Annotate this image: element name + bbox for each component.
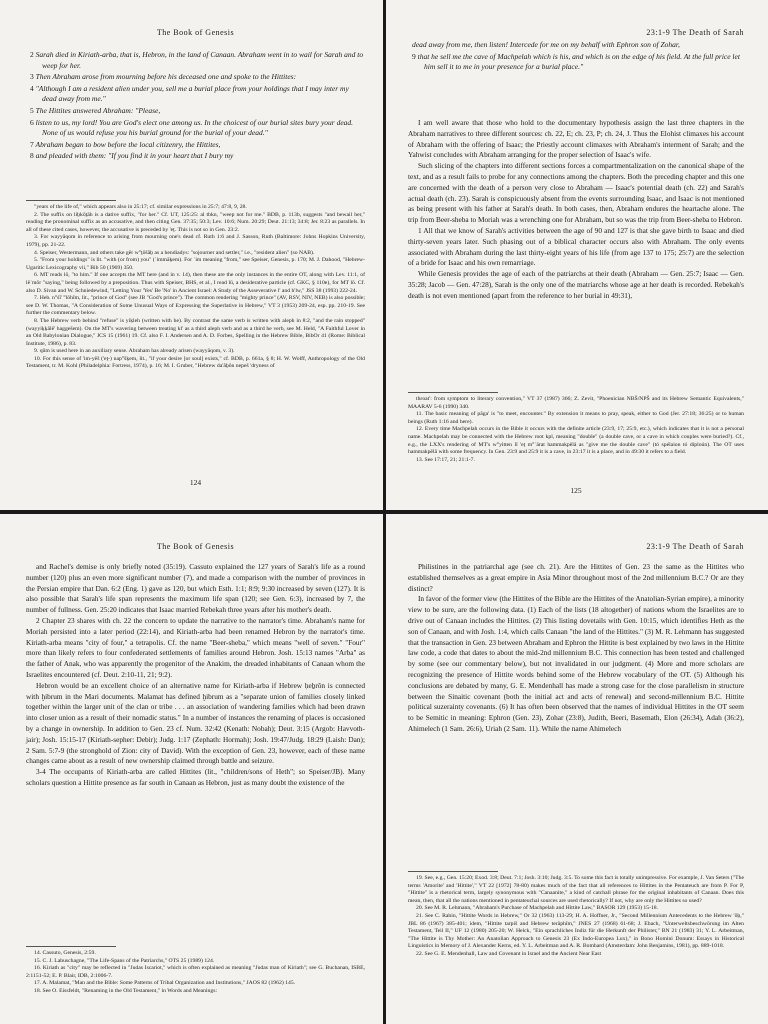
footnote: 12. Every time Machpelah occurs in the Bible it occurs with the definite article (23:9, 17; 25:9, etc.), which indicates that it is not a personal name. Machpelah may be connected with the Hebrew root kpl, meaning "double" (a double cave, or a cave in which couples were buried?). Cf., e.g., the LXX's rendering of MT's w°yitten lî 'eṯ m°ʿārat hammakpēlâ as "give me the double cave" (tó spélaion tó diploún). The OT uses hammakpēlâ with some frequency. In Gen. 23:9 and 25:9 it is a cave, in 23:17 it is a place, and in 49:30 it refers to a field. [408, 426, 744, 456]
verse-number: 9 [412, 51, 416, 61]
verse-text: listen to us, my lord! You are God's elect one among us. In the choicest of our burial sites bury your dead. None of us would refuse you his burial ground for the burial of your dead." [35, 117, 354, 138]
footnote: 7. Heb. n°śî' °lōhîm, lit., "prince of God" (see JB "God's prince"). The common rendering "mighty prince" (AV, RSV, NIV, NEB) is also possible; see D. W. Thomas, "A Consideration of Some Unusual Ways of Expressing the Superlative in Hebrew," VT 3 (1953) 209-24, esp. pp. 210-19. See further the commentary below. [26, 295, 365, 317]
footnotes [408, 396, 744, 464]
page-number: 125 [570, 486, 582, 495]
paragraph: I am well aware that those who hold to the documentary hypothesis assign the last three chapters in the Abraham narratives to three different sources: ch. 22, E; ch. 23, P; ch. 24, J. Thus the Elohist climaxes his account of Abraham with the offering of Isaac; the Priestly account climaxes with Abraham's interment of Sarah; and the Yahwist concludes with Abraham arranging for the proper selection of Isaac's wife. [408, 118, 744, 160]
paragraph: Such slicing of the chapters into different sections forces a compartmentalization on the canonical shape of the text, and as a result fails to probe for any connections among the chapters. Both the preceding chapter and this one are concerned with the death of a person very close to Abraham — Isaac's potential death (ch. 22) and Sarah's actual death (ch. 23). Sarah is conspicuously absent from the events surrounding Isaac, and Isaac is not mentioned as being present with his father at Sarah's death. In both cases, then, Abraham endures the heartache alone. The trip from Beer-sheba to Moriah was a wrenching one for Abraham, but so was the trip from Beer-sheba to Hebron. [408, 161, 744, 225]
verse-text: Sarah died in Kiriath-arba, that is, Hebron, in the land of Canaan. Abraham went in to wail for Sarah and to weep for her. [35, 50, 364, 70]
page-number: 124 [189, 478, 202, 487]
footnotes [26, 950, 365, 996]
verse-text: that he sell me the cave of Machpelah which is his, and which is on the edge of his field. At the full price let him sell it to me in your presence for a burial place." [417, 51, 740, 72]
paragraph: Philistines in the patriarchal age (see ch. 21). Are the Hittites of Gen. 23 the same as the Hittites who established themselves as a great empire in Asia Minor throughout most of the 2nd millennium B.C.? Or are they distinct? [408, 562, 744, 593]
verse [26, 140, 365, 151]
footnote: 18. See O. Eissfeldt, "Renaming in the Old Testament," in Words and Meanings: [34, 987, 218, 994]
verse [408, 40, 744, 51]
footnote: "years of the life of," which appears also in 25:17; cf. similar expressions in 25:7; 47:8, 9, 28. [34, 204, 247, 210]
footnote: 20. See M. R. Lehmann, "Abraham's Purchase of Machpelah and Hittite Law," BASOR 129 (1953) 15-18. [416, 905, 659, 912]
paragraph: While Genesis provides the age of each of the patriarchs at their death (Abraham — Gen. 25:7; Isaac — Gen. 35:28; Jacob — Gen. 47:28), Sarah is the only one of the matriarchs whose age at her death is recorded. Rebekah's death is not even mentioned (apart from the reference to her burial in 49:31), [408, 269, 744, 300]
verse [26, 84, 365, 105]
footnote: 22. See G. E. Mendenhall, Law and Covenant in Israel and the Ancient Near East [416, 950, 602, 957]
verse-number: 7 [30, 139, 34, 149]
commentary-text [26, 562, 365, 789]
footnote: 19. See, e.g., Gen. 15:20; Exod. 3:8; Deut. 7:1; Josh. 3:10; Judg. 3:5. To some this fact is totally unimpressive. For example, J. Van Seters ("The terms 'Amorite' and 'Hittite'," VT 22 [1972] 78-80) makes much of the fact that all references to Hittites in the Pentateuch are from P. For P, "Hittite" is a rhetorical term, largely synonymous with "Canaanite," a kind of catchall phrase for the original inhabitants of Canaan. Does this mean, then, that all the nations mentioned in pentateuchal sources are used rhetorically? If not, why are only the Hittites so used? [408, 875, 744, 904]
paragraph: and Rachel's demise is only briefly noted (35:19). Cassuto explained the 127 years of Sarah's life as a round number (120) plus an even more significant number (7), and made a comparison with the number of provinces in the Persian empire that Dan. 6:2 (Eng. 1) gave as 120, but which Esth. 1:1; 8:9; 9:30 increased by seven (127). It is also possible that Sarah's life span represents the maximum life span (120; see Gen. 6:3), increased by 7, the number of fullness. Gen. 25:20 indicates that Isaac married Rebekah three years after his mother's death. [26, 562, 365, 615]
footnote: 5. "From your holdings" is lit. "with (or from) you" (ʿimmāḵem). For ʿim meaning "from," see Speiser, Genesis, p. 170; M. J. Dahood, "Hebrew-Ugaritic Lexicography vii," Bib 50 (1969) 350. [26, 257, 365, 271]
verse-number: 2 [30, 50, 34, 59]
paragraph: 3-4 The occupants of Kiriath-arba are called Hittites (lit., "children/sons of Heth"; so Speiser/JB). Many scholars question a Hittite presence as far south in Canaan as Hebron, just as many doubt the existence of the [26, 767, 365, 787]
commentary-text [408, 562, 744, 735]
verse-number: 4 [30, 83, 34, 93]
footnote: 16. Kiriath as "city" may be reflected in "Judas Iscariot," which is often explained as meaning "Judas man of Kiriath"; see G. Buchanan, ISBE, 2:1151-52; E. P. Blair, IDB, 2:1006-7. [26, 965, 365, 979]
footnote: 17. A. Malamat, "Man and the Bible: Some Patterns of Tribal Organization and Institutions," JAOS 82 (1962) 145. [34, 980, 296, 987]
footnote: 15. C. J. Labuschagne, "The Life-Spans of the Patriarchs," OTS 25 (1989) 124. [34, 957, 215, 964]
page-125 [386, 0, 768, 510]
verse-number: 5 [30, 105, 34, 115]
verse [408, 52, 744, 73]
running-header: 23:1-9 The Death of Sarah [646, 542, 744, 551]
verse [26, 50, 365, 71]
footnote: 8. The Hebrew verb behind "refuse" is yiḵleh (written with he). By contrast the same verb is written with aleph in 8:2, "and the rain stopped" (wayyiḵḵālē' haggešem). On the MT's wavering between treating kl' as a third aleph verb and as a third he verb, see M. Held, "A Faithful Lover in an Old Babylonian Dialogue," JCS 15 (1961) 19. Cf. also F. I. Andersen and A. D. Forbes, Spelling in the Hebrew Bible, BibOr 41 (Rome: Biblical Institute, 1986), p. 83. [26, 317, 365, 347]
footnote: throat': from symptom to literary convention," VT 37 (1987) 366; Z. Zevit, "Phoenician NBŠ/NPŠ and its Hebrew Semantic Equivalents," MAARAV 5-6 (1990) 340. [408, 396, 744, 410]
page-127 [386, 514, 768, 1024]
page-126 [0, 514, 383, 1024]
paragraph: 1 All that we know of Sarah's activities between the age of 90 and 127 is that she gave birth to Isaac and died thirty-seven years later. Such phasing out of a biblical character occurs also with Abraham. The only events associated with Abraham during the last thirty-eight years of his life (from age 137 to 175; 25:7) are the selection of a bride for Isaac and his own remarriage. [408, 225, 744, 268]
verse [26, 106, 365, 117]
footnotes [26, 204, 365, 371]
verse-text: dead away from me, then listen! Intercede for me on my behalf with Ephron son of Zohar, [412, 40, 680, 49]
scripture-verses [26, 50, 365, 163]
verse-text: and pleaded with them: "If you find it in your heart that I bury my [35, 151, 234, 161]
verse [26, 72, 365, 83]
paragraph: Hebron would be an excellent choice of an alternative name for Kiriath-arba if Hebrew ḥeḇrôn is connected with ḫibrum in the Mari documents. Malamat has defined ḫibrum as a "separate union of families closely linked together within the larger unit of the clan or tribe . . . an association of wandering families which had been drawn into closer union as a result of their nomadic status." In a number of instances the renaming of places is occasioned by a change in ownership. In addition to Gen. 23 cf. Num. 32:42 (Kenath: Nobah); Deut. 3:15 (Argob: Havvoth-jair); Josh. 15:15-17 (Kiriath-sepher: Debir); Judg. 1:17 (Zephath: Hormah); Josh. 19:47/Judg. 18:29 (Laish: Dan); 2 Sam. 5:7-9 (the stronghold of Zion: city of David). With the exception of Gen. 23, however, each of these name changes came about as a result of new ownership claimed through battle and seizure. [26, 680, 365, 766]
verse-text: "Although I am a resident alien under you, sell me a burial place from your holdings that I may inter my dead away from me." [35, 83, 349, 104]
paragraph: In favor of the former view (the Hittites of the Bible are the Hittites of the Anatolian-Syrian empire), a minority view to be sure, are the following data. (1) Each of the lists (18 altogether) of nations whom the Israelites are to drive out of Canaan includes the Hittites. (2) This listing dovetails with Gen. 10:15, which identifies Heth as the son of Canaan, and with Josh. 1:4, which calls Canaan "the land of the Hittites." (3) M. R. Lehmann has suggested that the transaction in Gen. 23 between Abraham and Ephron the Hittite is best explained by two laws in the Hittite law code, a code that dates to about the mid-2nd millennium B.C. This connection has been tested and challenged by some (see our commentary below), but not invalidated in our judgment. (4) More and more scholars are recognizing the presence of Hittite words behind some of the Hebrew vocabulary of the OT. (5) Although his conclusions are debated by many, G. E. Mendenhall has made a strong case for the close parallelism in structure between the Sinaitic covenant (both the initial act and acts of renewal) and second-millennium B.C. Hittite political suzerainty covenants. (6) It has often been observed that the names of individual Hittites in the OT seem to be Semitic in meaning: Ephron (Gen. 23), Zohar (23:8), Judith, Beeri, Basemath, Elon (26:34), Adah (36:2), Ahimelech (1 Sam. 26:6), Uriah (2 Sam. 11). While the name Ahimelech [408, 594, 744, 733]
running-header: The Book of Genesis [156, 28, 235, 37]
running-header: The Book of Genesis [156, 542, 235, 551]
verse-text: Then Abraham arose from mourning before his deceased one and spoke to the Hittites: [35, 72, 297, 82]
footnote: 2. The suffix on liḇkōṯāh is a dative suffix, "for her." Cf. UT, 125:25: al tbkn, "weep not for me." BDB, p. 113b, suggests "and bewail her," reading the pronominal suffix as an accusative, and then citing Gen. 37:35; 50:3; Lev. 10:6; Num. 20:29; Deut. 21:13; 34:8; Jer. 8:23 as parallels. In all of these cited cases, however, the accusative is preceded by 'eṯ. This is not so in Gen. 23:2. [26, 211, 365, 233]
page-124 [0, 0, 383, 510]
footnote: 13. See 17:17, 21; 21:1-7. [416, 456, 475, 463]
footnotes [408, 875, 744, 959]
footnote: 10. For this sense of 'im-yēš ('eṯ-) nap°šḵem, lit., "if your desire [or soul] exists," cf. BDB, p. 661a, § 8; H. W. Wolff, Anthropology of the Old Testament, tr. M. Kohl (Philadelphia: Fortress, 1974), p. 16; M. I. Gruber, "Hebrew da'ăḇôn nepeš 'dryness of [26, 355, 365, 370]
verse-number: 6 [30, 117, 34, 127]
footnote-rule [408, 392, 498, 393]
paragraph: 2 Chapter 23 shares with ch. 22 the concern to update the narrative to the narrator's time. Abraham's name for Moriah persisted into a later period (22:14), and Kiriath-arba had been renamed Hebron by the narrator's time. Kiriath-arba means "city of four," a tetrapolis. Cf. the name "Beer-sheba," which means "well of seven." "Four" more than likely refers to four confederated settlements of families around Hebron. Josh. 15:13 names "Arba" as the father of Anak, who was apparently the progenitor of the Anakim, the dreaded inhabitants of Canaan whom the Israelites encountered (cf. Deut. 2:10-11, 21; 9:2). [26, 615, 365, 679]
footnote: 11. The basic meaning of pāga' is "to meet, encounter." By extension it means to pray, speak, either to God (Jer. 27:18; 36:25) or to human beings (Ruth 1:16 and here). [408, 411, 744, 425]
footnote: 4. Speiser, Westermann, and others take gēr w°ṯôšāḇ as a hendiadys: "sojourner and settler," i.e., "resident alien" (so NAB). [34, 249, 315, 256]
footnote: 6. MT reads lō, "to him." If one accepts the MT here (and in v. 14), then these are the only instances in the entire OT, along with Lev. 11:1, of lēʾmōr "saying," being followed by a preposition. Thus with Speiser, BHS, et al., I read lū, a desiderative particle (cf. GKC, § 110e), for MT lō. Cf. also D. Sivan and W. Schniedewind, "Letting Your 'Yes' Be 'No' in Ancient Israel: A Study of the Asseverative l' and h'lw," JSS 38 (1993) 222-24. [26, 272, 365, 294]
verse-text: Abraham began to bow before the local citizenry, the Hittites, [35, 139, 221, 149]
verse-text: The Hittites answered Abraham: "Please, [35, 105, 161, 115]
footnote: 14. Cassuto, Genesis, 2:59. [34, 950, 96, 956]
footnote-rule [408, 871, 498, 872]
scripture-verses [408, 40, 744, 74]
running-header: 23:1-9 The Death of Sarah [646, 28, 744, 37]
footnote: 9. qûm is used here in an auxiliary sense. Abraham has already arisen (wayyāqom, v. 3). [34, 348, 235, 355]
footnote-rule [26, 946, 116, 947]
verse-number: 3 [30, 72, 34, 82]
verse-number: 8 [30, 151, 34, 161]
commentary-text [408, 118, 744, 302]
footnote-rule [26, 200, 116, 201]
verse [26, 151, 365, 162]
footnote: 21. See C. Rabin, "Hittite Words in Hebrew," Or 32 (1963) 113-29; H. A. Hoffner, Jr., "Second Millennium Antecedents to the Hebrew 'ôḇ," JBL 86 (1967) 385-401; idem, "Hittite tarpiš and Hebrew terāphîm," JNES 27 (1968) 61-68; J. Ebach, "Unterweltsbeschwörung im Alten Testament, Teil II," UF 12 (1980) 205-20; W. Helck, "Ein sprachliches Indiz für die Herkunft der Philister," BN 21 (1983) 31; Y. L. Arbeitman, "The Hittite is Thy Mother: An Anatolian Approach to Genesis 23 (Ex Indo-Europea Lux)," in Bono Homini Donum: Essays in Historical Linguistics in Memory of J. Alexander Kerns, ed. Y. L. Arbeitman and A. R. Bomhard (Amsterdam: John Benjamins, 1981), pp. 889-1018. [408, 912, 744, 950]
footnote: 3. For wayyāqom in reference to arising from mourning one's dead cf. Ruth 1:6 and J. Sasson, Ruth (Baltimore: Johns Hopkins University, 1979), pp. 21-22. [26, 234, 365, 248]
verse [26, 118, 365, 139]
